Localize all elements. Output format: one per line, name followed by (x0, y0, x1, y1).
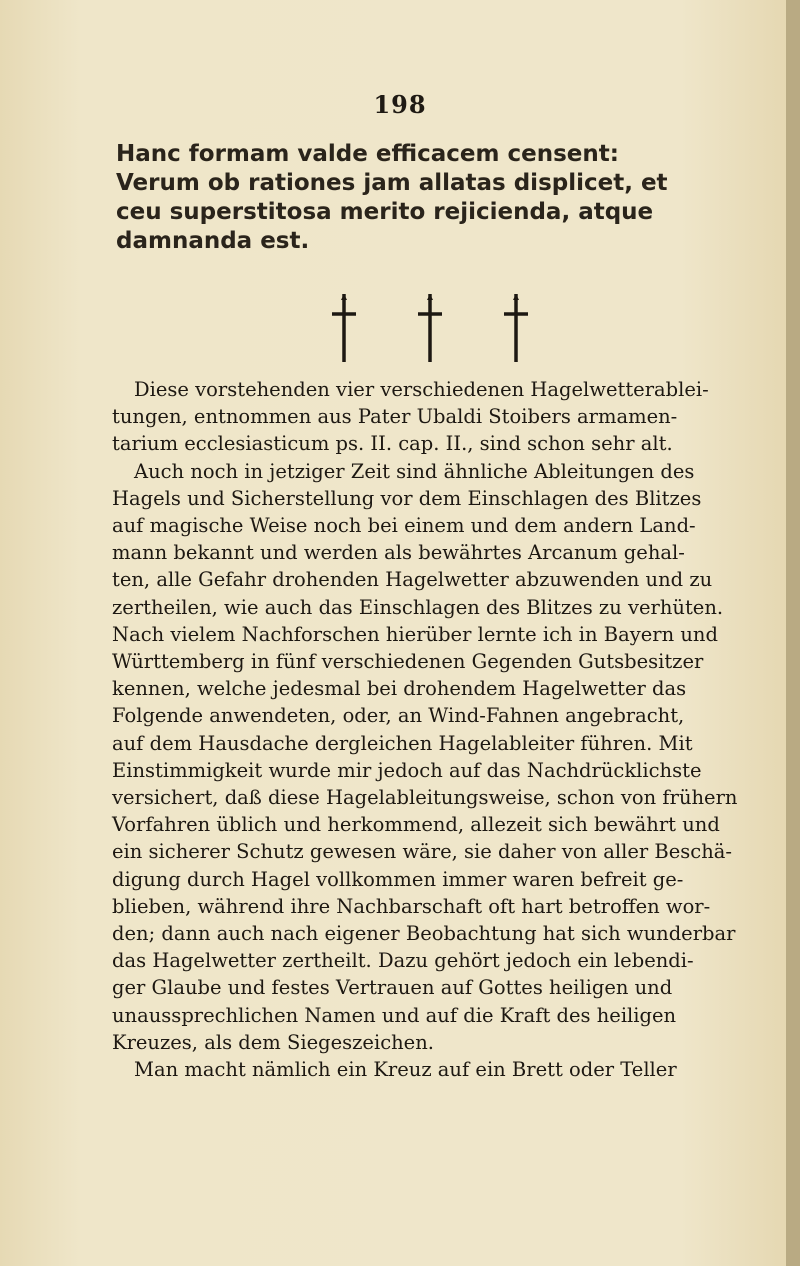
text-line: blieben, während ihre Nachbarschaft oft hart betroffen wor- (112, 894, 711, 918)
text-line: das Hagelwetter zertheilt. Dazu gehört jedoch ein lebendi- (112, 949, 694, 973)
latin-paragraph (116, 140, 788, 256)
text-line: Auch noch in jetziger Zeit sind ähnliche Ableitungen des (134, 459, 695, 483)
text-line: mann bekannt und werden als bewährtes Arcanum gehal- (112, 541, 685, 565)
latin-line: Verum ob rationes jam allatas displicet, et (116, 170, 668, 196)
text-line: Württemberg in fünf verschiedenen Gegenden Gutsbesitzer (112, 650, 704, 674)
text-line: Folgende anwendeten, oder, an Wind-Fahnen angebracht, (112, 704, 685, 728)
latin-line: ceu superstitosa merito rejicienda, atque (116, 199, 654, 225)
text-line: Vorfahren üblich und herkommend, allezeit sich bewährt und (112, 813, 720, 837)
crosses-row (300, 292, 560, 372)
text-line: Kreuzes, als dem Siegeszeichen. (112, 1030, 434, 1054)
text-line: Man macht nämlich ein Kreuz auf ein Brett oder Teller (134, 1058, 677, 1082)
german-paragraph (112, 376, 792, 1083)
text-line: auf magische Weise noch bei einem und dem andern Land- (112, 514, 696, 538)
text-line: kennen, welche jedesmal bei drohendem Hagelwetter das (112, 677, 687, 701)
text-line: unaussprechlichen Namen und auf die Kraft des heiligen (112, 1003, 677, 1027)
text-line: ein sicherer Schutz gewesen wäre, sie daher von aller Beschä- (112, 840, 732, 864)
page-number: 198 (373, 90, 427, 119)
text-line: tungen, entnommen aus Pater Ubaldi Stoibers armamen- (112, 405, 678, 429)
text-line: ten, alle Gefahr drohenden Hagelwetter abzuwenden und zu (112, 568, 713, 592)
text-line: Hagels und Sicherstellung vor dem Einschlagen des Blitzes (112, 486, 702, 510)
text-line: auf dem Hausdache dergleichen Hagelableiter führen. Mit (112, 731, 693, 755)
cross-icon (496, 292, 536, 364)
text-line: den; dann auch nach eigener Beobachtung hat sich wunderbar (112, 922, 736, 946)
latin-line: damnanda est. (116, 228, 310, 254)
text-line: versichert, daß diese Hagelableitungsweise, schon von frühern (112, 786, 738, 810)
text-line: digung durch Hagel vollkommen immer waren befreit ge- (112, 867, 684, 891)
text-line: Diese vorstehenden vier verschiedenen Hagelwetterablei- (134, 378, 709, 401)
text-line: Nach vielem Nachforschen hierüber lernte ich in Bayern und (112, 622, 718, 646)
text-line: Einstimmigkeit wurde mir jedoch auf das Nachdrücklichste (112, 758, 702, 782)
text-line: zertheilen, wie auch das Einschlagen des Blitzes zu verhüten. (112, 595, 724, 619)
text-line: ger Glaube und festes Vertrauen auf Gottes heiligen und (112, 976, 673, 1000)
latin-line: Hanc formam valde efficacem censent: (116, 141, 619, 167)
text-line: tarium ecclesiasticum ps. II. cap. II., sind schon sehr alt. (112, 432, 673, 456)
cross-icon (324, 292, 364, 364)
cross-icon (410, 292, 450, 364)
